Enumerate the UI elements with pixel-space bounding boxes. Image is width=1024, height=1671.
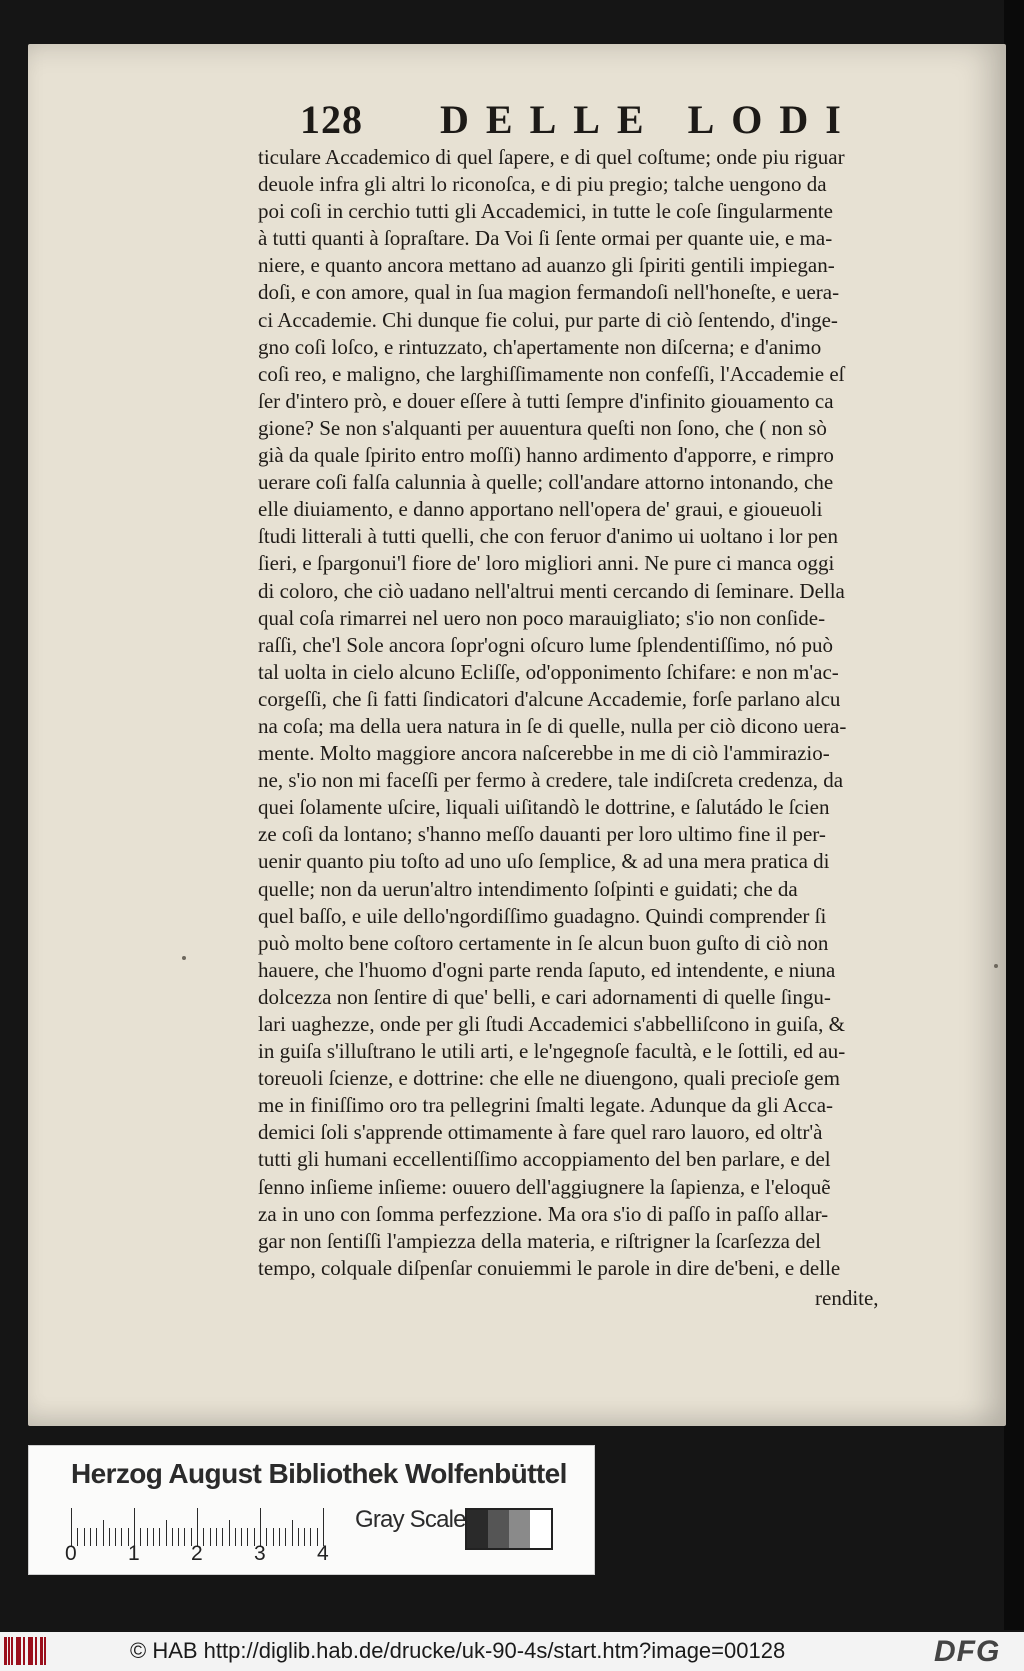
text-line: ſtudi litterali à tutti quelli, che con feruor d'animo ui uoltano i lor pen [258, 524, 838, 549]
measurement-ruler [71, 1506, 371, 1546]
footer-bar [0, 1632, 1024, 1671]
dfg-logo: DFG [934, 1635, 1001, 1668]
text-line: raſſi, che'l Sole ancora ſopr'ogni oſcuro lume ſplendentiſſimo, nó può [258, 632, 834, 657]
text-line: demici ſoli s'apprende ottimamente à fare quel raro lauoro, ed oltr'à [258, 1120, 823, 1145]
text-line: già da quale ſpirito entro moſſi) hanno ardimento d'apporre, e rimpro [258, 443, 834, 468]
library-label-card [28, 1445, 595, 1575]
text-line: gar non ſentiſſi l'ampiezza della materia, e riſtrigner la ſcarſezza del [258, 1228, 821, 1253]
text-line: ſer d'intero prò, e douer eſſere à tutti ſempre d'infinito giouamento ca [258, 388, 834, 413]
text-line: corgeſſi, che ſi fatti ſindicatori d'alcune Accademie, forſe parlano alcu [258, 686, 841, 711]
text-line: ſieri, e ſpargonui'l fiore de' loro migliori anni. Ne pure ci manca oggi [258, 551, 835, 576]
text-line: ſenno inſieme inſieme: ouuero dell'aggiugnere la ſapienza, e l'eloquẽ [258, 1174, 831, 1199]
text-line: ci Accademie. Chi dunque fie colui, pur parte di ciò ſentendo, d'inge- [258, 307, 838, 332]
text-line: quei ſolamente uſcire, liquali uiſitandò le dottrine, e ſalutádo le ſcien [258, 795, 830, 820]
text-line: poi coſi in cerchio tutti gli Accademici, in tutte le coſe ſingularmente [258, 199, 833, 224]
scan-dark-edge [1004, 0, 1024, 1630]
text-line: lari uaghezze, onde per gli ſtudi Accademici s'abbelliſcono in guiſa, & [258, 1012, 845, 1036]
text-line: hauere, che l'huomo d'ogni parte renda ſaputo, ed intendente, e niuna [258, 957, 836, 982]
library-name: Herzog August Bibliothek Wolfenbüttel [71, 1458, 567, 1489]
text-line: tempo, colquale diſpenſar conuiemmi le parole in dire de'beni, e delle [258, 1255, 841, 1280]
page-header [300, 96, 860, 146]
gray-swatch [530, 1510, 551, 1548]
ruler-number: 2 [191, 1542, 203, 1565]
text-line: à tutti quanti à ſopraſtare. Da Voi ſi ſente ormai per quante uie, e ma- [258, 226, 833, 251]
text-line: za in uno con ſomma perfezzione. Ma ora s'io di paſſo in paſſo allar- [258, 1201, 829, 1226]
body-text [258, 144, 938, 1282]
text-line: na coſa; ma della uera natura in ſe di quelle, nulla per ciò dicono uera- [258, 713, 847, 738]
text-line: ticulare Accademico di quel ſapere, e di quel coſtume; onde piu riguar [258, 145, 845, 169]
text-line: in guiſa s'illuſtrano le utili arti, e le'ngegnoſe facultà, e le ſottili, ed au- [258, 1039, 846, 1064]
catchword: rendite, [815, 1286, 879, 1310]
text-line: di coloro, che ciò uadano nell'altrui menti cercando di ſeminare. Della [258, 578, 845, 603]
gray-swatch [509, 1510, 530, 1548]
gray-swatch [467, 1510, 488, 1548]
text-line: qual coſa rimarrei nel uero non poco marauigliato; s'io non conſide- [258, 605, 826, 630]
text-line: gno coſi loſco, e rintuzzato, ch'apertamente non diſcerna; e d'animo [258, 334, 822, 359]
gray-scale-label: Gray Scale [355, 1506, 466, 1533]
ruler-number: 0 [65, 1542, 77, 1565]
text-line: quelle; non da uerun'altro intendimento ſoſpinti e guidati; che da [258, 876, 798, 901]
ruler-numbers [65, 1542, 395, 1568]
text-line: tutti gli humani eccellentiſſimo accoppiamento del ben parlare, e del [258, 1147, 831, 1172]
text-line: dolcezza non ſentire di que' belli, e cari adornamenti di quelle ſingu- [258, 984, 831, 1009]
gray-swatch [488, 1510, 509, 1548]
footer-copyright-url: © HAB http://diglib.hab.de/drucke/uk-90-4s/start.htm?image=00128 [130, 1638, 786, 1663]
gray-scale-swatches [465, 1508, 553, 1550]
page-number: 128 [300, 97, 363, 142]
text-line: può molto bene coſtoro certamente in ſe alcun buon guſto di ciò non [258, 930, 829, 955]
text-line: coſi reo, e maligno, che larghiſſimamente non confeſſi, l'Accademie eſ [258, 361, 845, 386]
ruler-tick [134, 1508, 135, 1546]
text-line: elle diuiamento, e danno apportano nell'opera de' graui, e gioueuoli [258, 497, 823, 522]
ruler-number: 1 [128, 1542, 140, 1565]
text-line: uenir quanto piu toſto ad uno uſo ſemplice, & ad una mera pratica di [258, 849, 830, 874]
text-line: me in finiſſimo oro tra pellegrini ſmalti legate. Adunque da gli Acca- [258, 1093, 834, 1118]
running-title: DELLE LODI [440, 97, 858, 142]
text-line: gione? Se non s'alquanti per auuentura queſti non ſono, che ( non sò [258, 415, 827, 440]
ruler-tick [260, 1508, 261, 1546]
text-line: tal uolta in cielo alcuno Ecliſſe, od'opponimento ſchifare: e non m'ac- [258, 659, 839, 684]
ruler-tick [71, 1508, 72, 1546]
scan-speck [994, 964, 998, 968]
text-line: niere, e quanto ancora mettano ad auanzo gli ſpiriti gentili impiegan- [258, 253, 835, 278]
text-line: doſi, e con amore, qual in ſua magion fermandoſi nell'honeſte, e uera- [258, 280, 840, 305]
ruler-tick [323, 1508, 324, 1546]
text-line: mente. Molto maggiore ancora naſcerebbe in me di ciò l'ammirazio- [258, 741, 830, 766]
text-line: ze coſi da lontano; s'hanno meſſo dauanti per loro ultimo fine il per- [258, 822, 826, 847]
scan-speck [182, 956, 186, 960]
text-line: quel baſſo, e uile dello'ngordiſſimo guadagno. Quindi comprender ſi [258, 903, 827, 928]
ruler-number: 4 [317, 1542, 329, 1565]
barcode-icon [4, 1637, 48, 1665]
text-line: ne, s'io non mi faceſſi per fermo à credere, tale indiſcreta credenza, da [258, 768, 844, 793]
ruler-tick [197, 1508, 198, 1546]
text-line: uerare coſi falſa calunnia à quelle; coll'andare attorno intonando, che [258, 470, 834, 495]
text-line: toreuoli ſcienze, e dottrine: che elle ne diuengono, quali precioſe gem [258, 1066, 840, 1091]
text-line: deuole infra gli altri lo riconoſca, e di piu pregio; talche uengono da [258, 172, 827, 197]
ruler-number: 3 [254, 1542, 266, 1565]
